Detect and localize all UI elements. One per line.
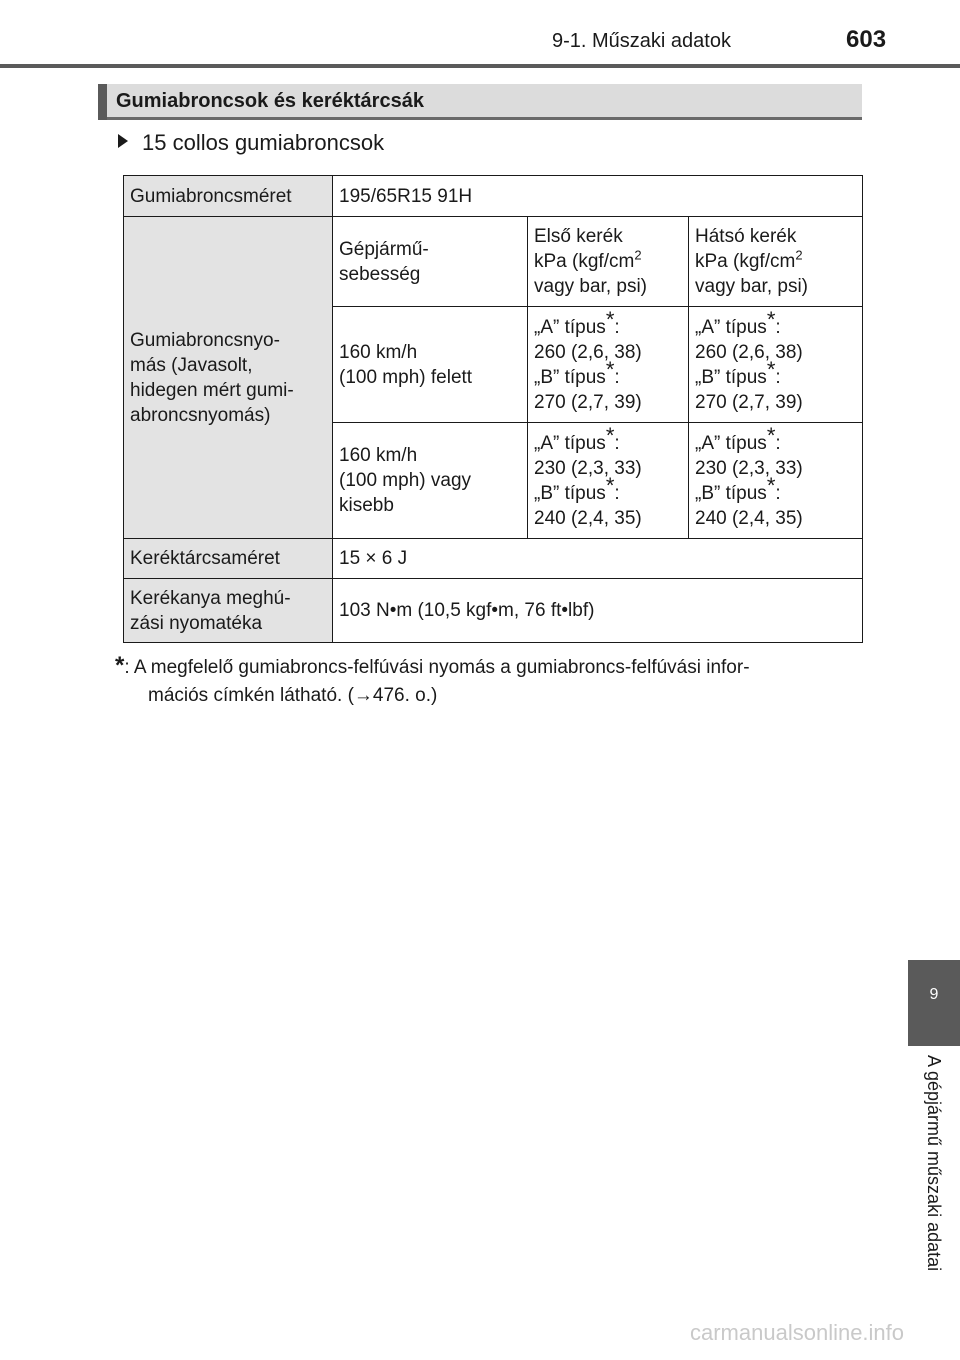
front-pressure-cell: „A” típus*: 230 (2,3, 33) „B” típus*: 240 (2,4, 35) xyxy=(528,423,689,539)
section-accent xyxy=(98,84,107,120)
tire-size-label: Gumiabroncsméret xyxy=(124,176,333,217)
asterisk-icon: * xyxy=(766,473,776,499)
asterisk-icon: * xyxy=(605,357,615,383)
type-a-label: „A” típus xyxy=(695,432,767,454)
tire-size-value: 195/65R15 91H xyxy=(333,176,863,217)
type-b-value: 240 (2,4, 35) xyxy=(695,507,803,529)
torque-label xyxy=(124,579,333,643)
pressure-label xyxy=(124,217,333,539)
type-a-label: „A” típus xyxy=(695,316,767,338)
rear-pressure-cell: „A” típus*: 230 (2,3, 33) „B” típus*: 240 (2,4, 35) xyxy=(689,423,863,539)
speed-line: (100 mph) vagy xyxy=(339,470,472,491)
wheel-size-value: 15 × 6 J xyxy=(333,539,863,579)
subheading-text: 15 collos gumiabroncsok xyxy=(142,130,385,155)
superscript: 2 xyxy=(795,247,803,263)
type-b-label: „B” típus xyxy=(695,366,767,388)
type-a-value: 260 (2,6, 38) xyxy=(695,341,803,363)
type-b-label: „B” típus xyxy=(534,482,606,504)
torque-label-line: Kerékanya meghú- xyxy=(130,587,291,609)
speed-line: 160 km/h xyxy=(339,445,418,466)
front-pressure-cell: „A” típus*: 260 (2,6, 38) „B” típus*: 270 (2,7, 39) xyxy=(528,307,689,423)
footnote xyxy=(115,652,860,710)
type-a-value: 260 (2,6, 38) xyxy=(534,341,642,363)
chapter-tab xyxy=(908,960,960,1046)
asterisk-icon: * xyxy=(605,307,615,333)
footnote-line: : A megfelelő gumiabroncs-felfúvási nyomás a gumiabroncs-felfúvási infor- xyxy=(124,657,750,678)
asterisk-icon: * xyxy=(605,473,615,499)
speed-cell xyxy=(333,307,528,423)
type-a-value: 230 (2,3, 33) xyxy=(695,457,803,479)
col-front-line: vagy bar, psi) xyxy=(534,276,647,297)
pressure-label-line: hidegen mért gumi- xyxy=(130,379,294,401)
asterisk-icon: * xyxy=(766,357,776,383)
pressure-label-line: abroncsnyomás) xyxy=(130,404,271,426)
type-b-label: „B” típus xyxy=(695,482,767,504)
col-front-line: Első kerék xyxy=(534,226,623,247)
type-b-value: 240 (2,4, 35) xyxy=(534,507,642,529)
footnote-line: mációs címkén látható. (→476. o.) xyxy=(148,685,438,706)
speed-line: (100 mph) felett xyxy=(339,366,473,388)
speed-cell xyxy=(333,423,528,539)
type-b-value: 270 (2,7, 39) xyxy=(695,391,803,413)
tire-spec-table xyxy=(123,175,863,643)
section-title: Gumiabroncsok és keréktárcsák xyxy=(116,90,424,112)
pressure-label-line: más (Javasolt, xyxy=(130,354,253,376)
col-speed-line: sebesség xyxy=(339,263,421,285)
watermark: carmanualsonline.info xyxy=(690,1320,905,1345)
type-a-value: 230 (2,3, 33) xyxy=(534,457,642,479)
chapter-tab-number: 9 xyxy=(929,986,939,1003)
type-b-label: „B” típus xyxy=(534,366,606,388)
chapter-heading: 9-1. Műszaki adatok xyxy=(552,30,731,52)
asterisk-icon: * xyxy=(605,423,615,449)
superscript: 2 xyxy=(634,247,642,263)
asterisk-icon: * xyxy=(115,652,125,679)
col-rear-line: Hátsó kerék xyxy=(695,226,797,247)
type-b-value: 270 (2,7, 39) xyxy=(534,391,642,413)
torque-value: 103 N•m (10,5 kgf•m, 76 ft•lbf) xyxy=(333,579,863,643)
table-row xyxy=(124,539,863,579)
col-front-line: kPa (kgf/cm xyxy=(534,251,635,272)
rear-pressure-cell: „A” típus*: 260 (2,6, 38) „B” típus*: 270 (2,7, 39) xyxy=(689,307,863,423)
col-speed-line: Gépjármű- xyxy=(339,238,429,260)
type-a-label: „A” típus xyxy=(534,316,606,338)
speed-line: 160 km/h xyxy=(339,341,418,363)
col-rear-header xyxy=(689,217,863,307)
col-speed-header xyxy=(333,217,528,307)
table-row xyxy=(124,217,863,307)
page-number: 603 xyxy=(846,26,887,53)
asterisk-icon: * xyxy=(766,423,776,449)
table-row xyxy=(124,579,863,643)
table-row xyxy=(124,176,863,217)
chapter-side-label-text: A gépjármű műszaki adatai xyxy=(924,1055,944,1272)
wheel-size-label: Keréktárcsaméret xyxy=(124,539,333,579)
pressure-label-line: Gumiabroncsnyo- xyxy=(130,329,280,351)
col-front-header xyxy=(528,217,689,307)
asterisk-icon: * xyxy=(766,307,776,333)
col-rear-line: kPa (kgf/cm xyxy=(695,251,796,272)
col-rear-line: vagy bar, psi) xyxy=(695,276,808,297)
subheading xyxy=(118,130,384,156)
section-title-bar xyxy=(98,84,862,120)
speed-line: kisebb xyxy=(339,495,394,516)
triangle-bullet-icon xyxy=(118,134,128,148)
torque-label-line: zási nyomatéka xyxy=(130,612,263,634)
header-divider xyxy=(0,64,960,68)
type-a-label: „A” típus xyxy=(534,432,606,454)
